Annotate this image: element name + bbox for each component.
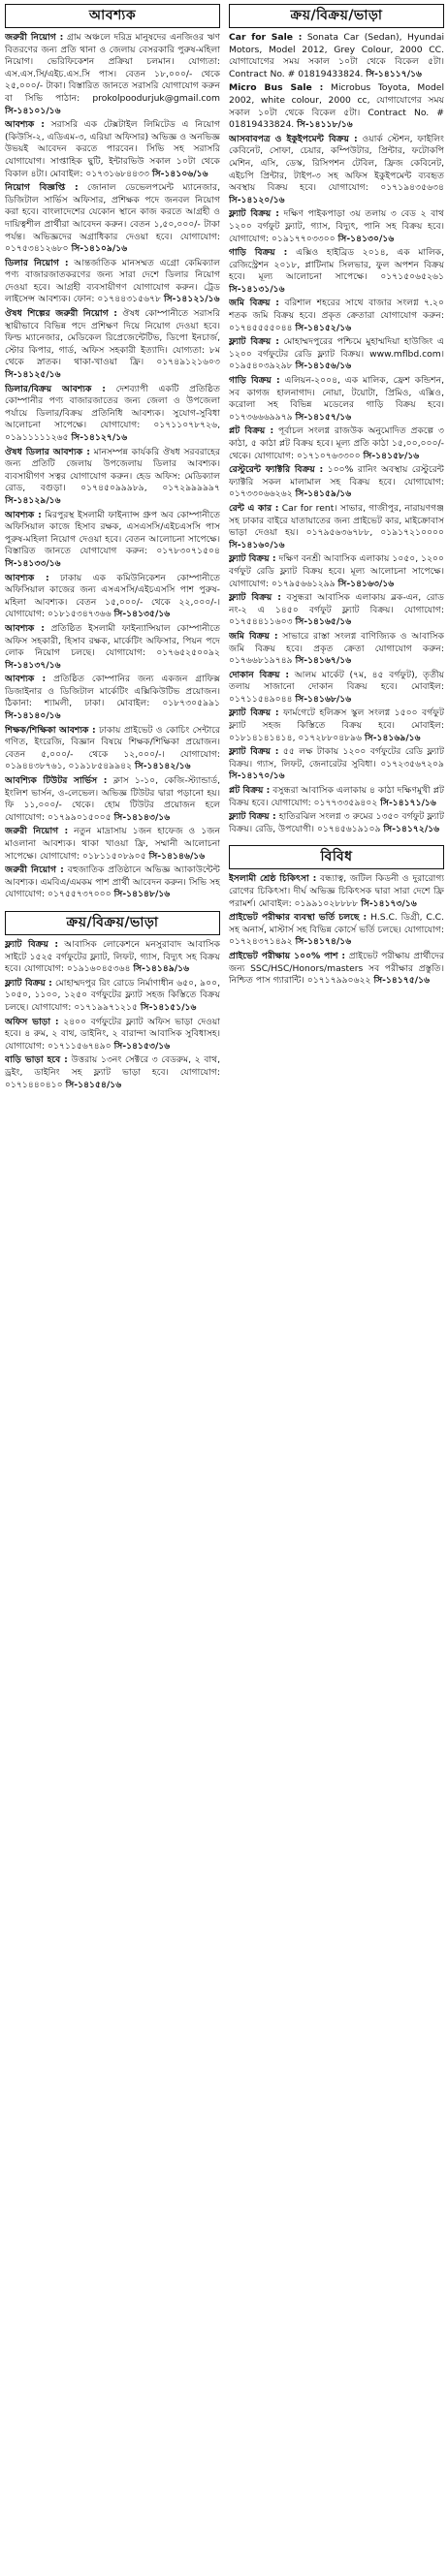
ad-body: বরিশাল শহরের সাথে বাজার সংলগ্ন ৭.২০ শতক জমি বিক্রয় হবে। প্রকৃত ক্রেতারা যোগাযোগ করুন: ০১৭৪৫৫৫৫০৪৪ (229, 298, 444, 333)
ad-heading: আবশ্যক : (5, 509, 42, 520)
ad-reference-code: সি-১৪১৭৫/১৬ (373, 975, 431, 987)
ad-heading: জরুরী নিয়োগ : (5, 32, 64, 43)
ad-body: এক্সিও হাইব্রিড ২০১৪, এক মালিক, রেজিস্ট্রেশন ২০১৮, প্লাটিনাম সিলভার, ফুল অপশন বিক্রয় হবে। মূল্য আলোচনা সাপেক্ষে। ০১৭১৫০৬৫২৬১ (229, 247, 444, 283)
buy-sell-rent-ads-list-left (5, 939, 220, 1091)
ad-body: Microbus Toyota, Model 2002, white colour, 2000 cc, যোগাযোগের সময় সকাল ১০টা থেকে বিকেল ৫টা। Contract No. # 01819433824. (229, 82, 444, 131)
ad-body: আবাসিক লোকেশনে মনসুরাবাদ আবাসিক সাইটে ১৫২৫ বর্গফুটের ফ্ল্যাট, লিফট, গ্যাস, বিদ্যুৎ সহ বিক্রয় হবে। যোগাযোগ: ০১৯১৬০৪৫৩৬৪ (5, 938, 220, 975)
ad-body: ২৪০০ বর্গফুটের ফ্ল্যাট অফিস ভাড়া দেওয়া হবে। ৪ রুম, ২ বাথ, ডাইনিং, ২ বারান্দা আবাসিক সুবিধাসহ। যোগাযোগ: ০১৭১১৫৬৭৪৯০ (5, 1016, 220, 1052)
ad-heading: ঔষধ শিল্পের জরুরী নিয়োগ : (5, 308, 117, 320)
classified-ad (5, 939, 220, 976)
ad-reference-code: সি-১৪১৬৩/১৬ (337, 578, 395, 589)
section-header-buy-sell-rent-left: ক্রয়/বিক্রয়/ভাড়া (5, 911, 220, 935)
ad-heading: ফ্ল্যাট বিক্রয় : (5, 938, 59, 950)
ad-body: Car for rent। সাভার, গাজীপুর, নারায়ণগঞ্জ সহ ঢাকার বাইরে যাতায়াতের জন্য প্রাইভেট কার, মাইক্রোবাস ভাড়া দেওয়া হয়। ০১৭৯৫৬৩৬৭৮৮, ০১৯১৭২১০০০০ (229, 502, 444, 539)
ad-heading: গাড়ি বিক্রয় : (229, 247, 288, 259)
buy-sell-rent-ads-list (229, 32, 444, 835)
ad-reference-code: সি-১৪১৪৩/১৬ (113, 811, 171, 823)
ad-body: প্রতিষ্ঠিত কোম্পানির জন্য একজন গ্রাফিক্স ডিজাইনার ও ডিজিটাল মার্কেটিং এক্সিকিউটিভ প্রয়োজন। ঠিকানা: শ্যামলী, ঢাকা। মোবাইল: ০১৮৭৩০৫৯৯১ (5, 674, 220, 709)
classified-ad (229, 707, 444, 744)
ad-body: বসুন্ধরা আবাসিক এলাকায় ৪ কাঠা দক্ষিণমুখী প্লট বিক্রয় হবে। যোগাযোগ: ০১৭৭৩৩৫৯৪০২ (229, 785, 444, 808)
ad-reference-code: সি-১৪১০৬/১৬ (151, 168, 208, 179)
ad-heading: প্লট বিক্রয় : (229, 425, 274, 437)
ad-heading: নিয়োগ বিজ্ঞপ্তি : (5, 182, 79, 194)
ad-heading: প্রাইভেট পরীক্ষার ব্যবস্থা ভর্তি চলছে : (229, 912, 368, 924)
ad-reference-code: সি-১৪১৬৭/১৬ (295, 655, 352, 667)
ad-heading: বাড়ি ভাড়া হবে : (5, 1054, 68, 1066)
classified-ad (229, 464, 444, 501)
ad-body: জোনাল ডেভেলপমেন্ট ম্যানেজার, ডিজিটাল সার্ভিস অফিসার, প্রশিক্ষক পদে জনবল নিয়োগ করা হবে। বাংলাদেশের যেকোন স্থানে কাজ করতে আগ্রহী ও দায়িত্বশীল প্রার্থীরা আবেদন করুন। বেতন ১,৫০,০০০/- টাকা পর্যন্ত। অভিজ্ঞদের অগ্রাধিকার দেওয়া হবে। যোগাযোগ: ০১৭৫৩৪১২৬৮০ (5, 182, 220, 255)
ad-heading: জরুরী নিয়োগ : (5, 864, 64, 876)
ad-heading: Micro Bus Sale : (229, 82, 324, 94)
ad-body: ঔষধ কোম্পানীতে সরাসরি স্থায়ীভাবে বিভিন্ন পদে প্রশিক্ষণ দিয়ে নিয়োগ দেওয়া হবে। ফিল্ড ম্যানেজার, মেডিকেল রিপ্রেজেন্টেটিভ, ডিপো ইনচার্জ, স্টোর কিপার, গার্ড, অফিস সহকারী ইত্যাদি। যোগ্যতা: ৮ম থেকে স্নাতক। থাকা-খাওয়া ফ্রি। ০১৭৪৯১২১৬০৩ (5, 308, 220, 368)
section-header-miscellaneous: বিবিধ (229, 845, 444, 869)
ad-body: হাতিরঝিল সংলগ্ন ৩ রুমের ১৩৫০ বর্গফুট ফ্ল্যাট বিক্রয়। রেডি, উপযোগী। ০১৭৪৫৬১৯১০৯ (229, 811, 444, 834)
ad-heading: প্লট বিক্রয় : (229, 785, 271, 797)
classified-ad (229, 592, 444, 629)
ad-heading: ফ্ল্যাট বিক্রয় : (229, 208, 279, 220)
ad-heading: ফ্ল্যাট বিক্রয় : (229, 592, 281, 604)
ad-reference-code: সি-১৪১৫৯/১৬ (295, 488, 352, 500)
classified-ad (229, 82, 444, 131)
section-header-buy-sell-rent: ক্রয়/বিক্রয়/ভাড়া (229, 4, 444, 28)
ad-reference-code: সি-১৪১২৭/১৬ (71, 432, 128, 443)
ad-reference-code: সি-১৪১৪৯/১৬ (133, 963, 190, 975)
ad-reference-code: সি-১৪১০১/১৬ (5, 105, 61, 116)
classified-ad (5, 573, 220, 621)
classified-ad (229, 503, 444, 551)
ad-reference-code: সি-১৪১৪৮/১৬ (113, 889, 171, 900)
ad-body: গ্রাম অঞ্চলে দরিদ্র মানুষদের এনজিওর ঋণ বিতরণের জন্য প্রতি থানা ও জেলায় বেসরকারি পুরুষ-মহিলা নিয়োগ। ভেরিফিকেশন প্রক্রিয়া চলমান। যোগ্যতা: এস.এস.সি/এইচ.এস.সি পাস। বেতন ১৮,০০০/- থেকে ২৫,০০০/- টাকা। বিস্তারিত জানতে সরাসরি যোগাযোগ করুন বা সিভি পাঠান: prokolpoodurjuk@gmail.com (5, 32, 220, 104)
ad-reference-code: সি-১৪১৫৮/১৬ (363, 450, 420, 461)
ad-heading: আবশ্যক : (5, 572, 49, 583)
ad-heading: ফ্ল্যাট বিক্রয় : (5, 977, 52, 989)
ad-body: মানসম্পন্ন কার্যকরি ঔষধ সরবরাহের জন্য প্রতিটি জেলায় উপজেলায় ডিলার আবশ্যক। ব্যবসায়ীগণ সত্বর যোগাযোগ করুন। হেড অফিস: মেডিক্যাল রোড, বগুড়া। ০১৭৪৫০৯৯৯৮৯, ০১৭২৯৯৯৯৯৭ (5, 446, 220, 494)
ad-reference-code: সি-১৪১১৮/১৬ (297, 119, 353, 131)
ad-body: H.S.C. ডিগ্রী, C.C. সহ অনার্স, মাস্টার্স সহ বিভিন্ন কোর্সে ভর্তি চলছে। যোগাযোগ: ০১৭২৪৩৭১৪৯২ (229, 912, 444, 948)
ad-heading: ফ্ল্যাট বিক্রয় : (229, 811, 276, 823)
ad-body: বন্ধ্যাত্ব, জটিল কিডনী ও দুরারোগ্য রোগের চিকিৎসা। দীর্ঘ অভিজ্ঞ চিকিৎসক দ্বারা সারা দেশে ফ্রি পরামর্শ। মোবাইল: ০১৯৯১০২৮৮৮৮ (229, 873, 444, 909)
ad-heading: গাড়ি বিক্রয় : (229, 375, 280, 387)
ad-body: ওয়ার্ক স্টেশন, ফাইলিং কেবিনেট, সোফা, চেয়ার, কম্পিউটার, প্রিন্টার, ফটোকপি মেশিন, এসি, ডেস্ক, রিসিপশন টেবিল, ফ্রিজ কেবিনেট, এইচপি প্রিন্টার, টাইপ-৩ সহ অফিস ইকুইপমেন্ট ব্যবহৃত অবস্থায় বিক্রয় হবে। যোগাযোগ: ০১৭১৯৪৩৫৬৩৪ (229, 133, 444, 194)
ad-heading: আবশ্যক : (5, 674, 47, 685)
classified-ad (5, 182, 220, 256)
ad-heading: জরুরী নিয়োগ : (5, 826, 69, 837)
ad-reference-code: সি-১৪১৫৪/১৬ (65, 1079, 122, 1090)
ad-body: দক্ষিণ বনশ্রী আবাসিক এলাকায় ১০৫০, ১২০০ বর্গফুট রেডি ফ্ল্যাট বিক্রয় হবে। মূল্য আলোচনা সাপেক্ষে। যোগাযোগ: ০১৭৯৫৬৬১২৯৯ (229, 553, 444, 589)
ad-heading: দোকান বিক্রয় : (229, 669, 290, 680)
ad-reference-code: সি-১৪১৩৭/১৬ (5, 659, 61, 671)
ad-heading: ঔষধ ডিলার আবশ্যক : (5, 446, 90, 457)
ad-body: ঢাকায় এক কমিউনিকেশন কোম্পানীতে অফিসিয়াল কাজের জন্য এসএসসি/এইচএসসি পাশ পুরুষ-মহিলা আবশ্যক। বেতন ১৫,০০০/- থেকে ২২,০০০/-। যোগাযোগ: ০১৮১৫৩৪৭৩৬৬ (5, 572, 220, 620)
ad-reference-code: সি-১৪১০৯/১৬ (71, 243, 128, 255)
classified-ad (5, 32, 220, 117)
ad-reference-code: সি-১৪১৪২/১৬ (135, 761, 191, 772)
classified-ad (229, 134, 444, 207)
classified-ad (5, 447, 220, 508)
ad-heading: অফিস ভাড়া : (5, 1016, 59, 1027)
ad-reference-code: সি-১৪১৭১/১৬ (380, 797, 436, 808)
classified-ad (5, 308, 220, 382)
ad-reference-code: সি-১৪১২৯/১৬ (5, 494, 61, 506)
classified-ad (5, 623, 220, 672)
ad-body: প্রতিষ্ঠিত ইসলামী ফাইন্যান্সিয়াল কোম্পানীতে অফিস সহকারী, হিসাব রক্ষক, মার্কেটিং অফিসার, পিয়ন পদে লোক নিয়োগ চলছে। যোগাযোগ: ০১৭৬৫২৫০০৯২ (5, 622, 220, 659)
ad-reference-code: সি-১৪১৫৭/১৬ (295, 411, 352, 423)
ad-heading: ইসলামী শ্রেষ্ঠ চিকিৎসা : (229, 873, 317, 885)
ad-body: মোহাম্মদপুর রিং রোডে নির্মাণাধীন ৬৫০, ৯০০, ১০৫০, ১১০০, ১২৫০ বর্গফুটের ফ্ল্যাট সহজ কিস্তিতে বিক্রয় চলছে। যোগাযোগ: ০১৭১৯৯৭১২১৫ (5, 977, 220, 1013)
ad-reference-code: সি-১৪১৫৩/১৬ (113, 1040, 171, 1052)
ad-body: নতুন মাদ্রাসায় ১জন হাফেজ ও ১জন মাওলানা আবশ্যক। থাকা খাওয়া ফ্রি, সম্মানী আলোচনা সাপেক্ষে। যোগাযোগ: ০১৮১১৫০৮৯০৫ (5, 826, 220, 862)
classified-ad (5, 258, 220, 306)
ad-reference-code: সি-১৪১৩৫/১৬ (113, 609, 171, 620)
ad-heading: ফ্ল্যাট বিক্রয় : (229, 553, 276, 565)
ad-heading: ফ্ল্যাট বিক্রয় : (229, 707, 279, 719)
ad-body: প্রাইভেট পরীক্ষায় প্রার্থীদের জন্য SSC/HSC/Honors/masters সব পরীক্ষার প্রস্তুতি। নিশ্চিত পাস গ্যারান্টি। ০১৭১৭৯৯০৬২২ (229, 950, 444, 987)
ad-body: পূর্বাচল সংলগ্ন রাজউক অনুমোদিত প্রকল্পে ৩ কাঠা, ৫ কাঠা প্লট বিক্রয় হবে। মূল্য প্রতি কাঠা ১৫,০০,০০০/- থেকে। যোগাযোগ: ০১৭১০৭৬৩৩০০ (229, 425, 444, 461)
classified-ad (5, 1017, 220, 1053)
ad-body: ১০০% রানিং অবস্থায় রেস্টুরেন্ট ফ্যাক্টরি সকল মালামাল সহ বিক্রয় হবে। যোগাযোগ: ০১৭৩৩০৬৬২৬২ (229, 464, 444, 500)
ad-heading: জমি বিক্রয় : (229, 298, 279, 309)
classified-ad (229, 247, 444, 296)
right-column (229, 4, 444, 990)
classified-ad (229, 811, 444, 835)
classified-ad (5, 978, 220, 1015)
ad-heading: আবশ্যক : (5, 119, 45, 131)
ad-body: সরাসরি এক টেক্সটাইল লিমিটেড এ নিয়োগ (কিউসি-২, এডিএম-৩, এরিয়া অফিসার) অভিজ্ঞ ও অনভিজ্ঞ উভয়ই আবেদন করতে পারবেন। সিভি সহ সরাসরি যোগাযোগ। সাপ্তাহিক ছুটি, ইন্টারভিউ সকাল ১০টা থেকে বিকাল ৪টা। মোবাইল: ০১৭৩১৬৮৪৪৩৩ (5, 119, 220, 179)
classified-ad (5, 826, 220, 863)
classified-ad (229, 951, 444, 988)
ad-body: সাভারে রাস্তা সংলগ্ন বাণিজ্যিক ও আবাসিক জমি বিক্রয় হবে। প্রকৃত ক্রেতা যোগাযোগ করুন: ০১৭৬৬৮১৯৭৪৯ (229, 630, 444, 667)
classified-ad (5, 674, 220, 722)
ad-heading: আবশ্যক : (5, 622, 45, 634)
ad-body: এলিয়ন-২০০৪, এক মালিক, ফ্রেশ কন্ডিশন, সব কাগজ হালনাগাদ। নোয়া, টয়োটা, প্রিমিও, এক্সিও, করোলা সহ বিভিন্ন মডেলের গাড়ি বিক্রয় হবে। ০১৭৩৬৬৬৯৯৭৯ (229, 375, 444, 423)
ad-reference-code: সি-১৪১২৫/১৬ (5, 369, 61, 381)
classified-ad (5, 510, 220, 571)
ad-body: ফার্মগেটে হলিক্রস স্কুল সংলগ্ন ১৫০০ বর্গফুট ফ্ল্যাট সহজ কিস্তিতে বিক্রয় হবে। মোবাইল: ০১৮১৪১৪১৪১৪, ০১৭২৮৮০৪৮৯৬ (229, 707, 444, 743)
classified-ad (229, 336, 444, 373)
ad-reference-code: সি-১৪১১৭/১৬ (366, 68, 423, 79)
ad-reference-code: সি-১৪১২০/১৬ (229, 194, 285, 205)
classified-ad (229, 425, 444, 462)
ad-heading: আবশ্যিক টিউটর সার্ভিস : (5, 775, 108, 787)
classified-ad (5, 864, 220, 901)
classified-ad (229, 298, 444, 334)
ad-reference-code: সি-১৪১৫৬/১৬ (295, 361, 352, 372)
ad-heading: Car for Sale : (229, 32, 303, 43)
ad-reference-code: সি-১৪১৫২/১৬ (295, 322, 352, 333)
classified-ad (5, 119, 220, 180)
classified-ad (229, 873, 444, 910)
ad-heading: ডিলার নিয়োগ : (5, 257, 69, 268)
classified-ad (229, 670, 444, 707)
classified-ad (229, 631, 444, 668)
ad-heading: আসবাবপত্র ও ইকুইপমেন্ট বিক্রয় : (229, 133, 358, 144)
ad-reference-code: সি-১৪১৫১/১৬ (140, 1001, 197, 1013)
ad-body: মিরপুরস্থ ইসলামী ফাইন্যান্স গ্রুপ অব কোম্পানীতে অফিসিয়াল কাজে হিসাব রক্ষক, এসএসসি/এইচএসসি পাস পুরুষ-মহিলা নিয়োগ দেওয়া হবে। বেতন আলোচনা সাপেক্ষে। বিস্তারিত জানতে যোগাযোগ করুন: ০১৭৮৩০৭১৫০৪ (5, 509, 220, 557)
ad-body: Sonata Car (Sedan), Hyundai Motors, Model 2012, Grey Colour, 2000 CC. যোগাযোগের সময় সকাল ১০টা থেকে বিকেল ৫টা। Contract No. # 01819433824. (229, 32, 444, 79)
ad-reference-code: সি-১৪১৭৪/১৬ (295, 936, 352, 948)
ad-reference-code: সি-১৪১৩৩/১৬ (5, 557, 61, 569)
classified-ad (229, 785, 444, 809)
ad-heading: জমি বিক্রয় : (229, 630, 278, 642)
ad-body: উত্তরায় ১৩নং সেক্টরে ৩ বেডরুম, ২ বাথ, ড্রইং, ডাইনিং সহ ফ্ল্যাট ভাড়া হবে। যোগাযোগ: ০১৭১৪৪০৪১০ (5, 1054, 220, 1090)
ad-heading: শিক্ষক/শিক্ষিকা আবশ্যক : (5, 724, 96, 736)
ad-heading: ডিলার/বিক্রয় আবশ্যক : (5, 383, 106, 394)
ad-reference-code: সি-১৪১৪৬/১৬ (148, 850, 206, 862)
ad-body: আলম মার্কেট (৭ম, ৪৫ বর্গফুট), তৃতীয় তলায় সাজানো দোকান বিক্রয় হবে। মোবাইল: ০১৭১১৫৪৯০৪৪ (229, 669, 444, 705)
classified-ad (229, 553, 444, 590)
ad-reference-code: সি-১৪১৪০/১৬ (5, 710, 61, 722)
classified-ad (5, 775, 220, 824)
ad-body: দক্ষিণ পাইকপাড়া ৩য় তলায় ৩ বেড ২ বাথ ১২০০ বর্গফুট ফ্ল্যাট, গ্যাস, বিদ্যুৎ, পানি সহ বিক্রয় হবে। যোগাযোগ: ০১৯১৭৭০৩৩০০ (229, 208, 444, 244)
ad-reference-code: সি-১৪১৬৯/১৬ (365, 732, 421, 743)
classified-ad (229, 208, 444, 245)
ad-body: ঢাকায় প্রাইভেট ও কোচিং সেন্টারে গণিত, ইংরেজি, বিজ্ঞান বিষয়ে শিক্ষক/শিক্ষিকা প্রয়োজন। বেতন ৫,০০০/- থেকে ১২,০০০/-। যোগাযোগ: ০১৯৪৪৩৮৭৬১, ০১৯১৮৫৪৯৯৪২ (5, 724, 220, 772)
miscellaneous-ads-list (229, 873, 444, 987)
ad-heading: রেস্টুরেন্ট ফ্যাক্টরি বিক্রয় : (229, 464, 324, 476)
ad-reference-code: সি-১৪১৩১/১৬ (229, 283, 285, 295)
ad-body: বসুন্ধরা আবাসিক এলাকায় ব্লক-এন, রোড নং-২ এ ১৪৫০ বর্গফুট ফ্ল্যাট বিক্রয়। যোগাযোগ: ০১৭৫৪৪১১৬০৩ (229, 592, 444, 628)
classified-ad (229, 912, 444, 949)
left-column (5, 4, 220, 1093)
ad-reference-code: সি-১৪১৭২/১৬ (383, 823, 440, 834)
ad-body: দেশব্যাপী একটি প্রতিষ্ঠিত কোম্পানীর পণ্য বাজারজাতের জন্য জেলা ও উপজেলা পর্যায়ে ডিলার/বিক্রয় প্রতিনিধি আবশ্যক। সুযোগ-সুবিধা আলোচনা সাপেক্ষে। যোগাযোগ: ০১৭১১০৭৮৭২৬, ০১৯১১১১১২৬৫ (5, 383, 220, 443)
ad-body: আন্তর্জাতিক মানসম্মত এগ্রো কেমিক্যাল পণ্য বাজারজাতকরণের জন্য সারা দেশে ডিলার নিয়োগ দেওয়া হবে। আগ্রহী ব্যবসায়ীগণ যোগাযোগ করুন। ট্রেড লাইসেন্স আবশ্যক। ফোন: ০১৭৪৪৩১৫৬৭৮ (5, 257, 220, 305)
ad-reference-code: সি-১৪১৭৩/১৬ (361, 897, 417, 909)
ad-heading: রেন্ট এ কার : (229, 502, 279, 514)
ad-reference-code: সি-১৪১৩০/১৬ (337, 233, 395, 244)
ad-reference-code: সি-১৪১৭০/১৬ (229, 770, 285, 782)
classified-ad (5, 384, 220, 445)
ad-heading: প্রাইভেট পরীক্ষায় ১০০% পাশ : (229, 950, 346, 961)
section-header-wanted: আবশ্যক (5, 4, 220, 28)
ad-body: ৫৫ লক্ষ টাকায় ১২০০ বর্গফুটের রেডি ফ্ল্যাট বিক্রয়। গ্যাস, লিফট, জেনারেটর সুবিধা। ০১৭২৩৫৬৭২০৯ (229, 746, 444, 770)
classified-ad (229, 375, 444, 424)
classified-ad (5, 1054, 220, 1091)
wanted-ads-list (5, 32, 220, 901)
ad-reference-code: সি-১৪১২১/১৬ (163, 294, 220, 305)
ad-reference-code: সি-১৪১৬৫/১৬ (295, 616, 352, 628)
ad-body: বহুজাতিক প্রতিষ্ঠানে অভিজ্ঞ অ্যাকাউন্টেন্ট আবশ্যক। এমবিএ/এমকম পাশ প্রার্থী আবেদন করুন। সিভি সহ যোগাযোগ: ০১৭৫৫৭৩৭০০০ (5, 864, 220, 900)
ad-body: মোহাম্মদপুরের পশ্চিমে মুহাম্মদিয়া হাউজিং এ ১২০০ বর্গফুটের রেডি ফ্ল্যাট বিক্রয়। www.mflbd.com। ০১৯৫৪০৩৯২৯৮ (229, 336, 444, 372)
classified-ad (229, 32, 444, 80)
ad-reference-code: সি-১৪১৬৮/১৬ (295, 693, 352, 705)
classified-ad (5, 725, 220, 773)
ad-heading: ফ্ল্যাট বিক্রয় : (229, 746, 279, 758)
ad-body: ক্লাস ১-১০, কেজি-স্ট্যান্ডার্ড, ইংলিশ ভার্সন, ও-লেভেল। অভিজ্ঞ টিউটর দ্বারা পড়ানো হয়। ফি ১১,০০০/- থেকে। হোম টিউটর প্রয়োজন হলে যোগাযোগ: ০১৭৯৯০১৫০০৫ (5, 775, 220, 823)
classified-ad (229, 746, 444, 783)
ad-heading: ফ্ল্যাট বিক্রয় : (229, 336, 279, 348)
ad-reference-code: সি-১৪১৬০/১৬ (229, 539, 285, 550)
